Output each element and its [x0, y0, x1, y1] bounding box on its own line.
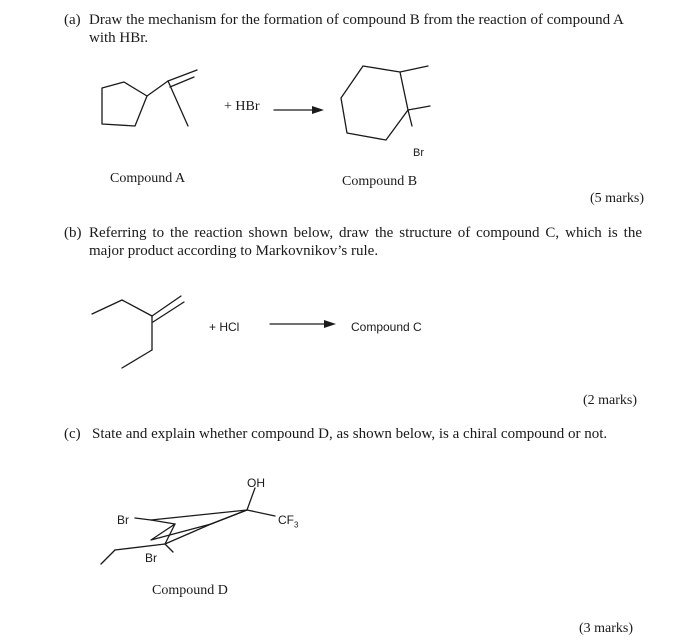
oh-label: OH: [247, 476, 265, 490]
arrow-b-head: [324, 320, 336, 328]
methyl-bond-top: [400, 66, 428, 72]
part-c-marks: (3 marks): [579, 621, 634, 636]
cyclopentane-ring: [102, 82, 147, 126]
part-b-reagent: + HCl: [209, 320, 240, 334]
compound-a-caption: Compound A: [110, 171, 186, 186]
part-b-question-line1: Referring to the reaction shown below, draw the structure of compound C, which is the: [89, 225, 642, 241]
part-a-marks: (5 marks): [590, 191, 645, 206]
chain-bond: [122, 300, 152, 316]
part-a-question-line2: with HBr.: [89, 30, 149, 46]
reaction-arrow-a: [272, 104, 332, 116]
vinyl-bond: [147, 81, 168, 96]
part-c-label: (c): [64, 426, 81, 442]
alkyl-bond: [168, 81, 188, 126]
part-b-label: (b): [64, 225, 82, 241]
part-c-question: State and explain whether compound D, as shown below, is a chiral compound or not.: [92, 426, 608, 442]
methyl-left-bond: [101, 550, 115, 564]
compound-a-structure: [90, 68, 200, 138]
arrow-a-head: [312, 106, 324, 114]
methyl-bond-right: [408, 106, 430, 110]
compound-b-br-label: Br: [413, 147, 424, 159]
compound-b-caption: Compound B: [342, 174, 418, 189]
cf3-bond: [247, 510, 275, 516]
part-b-question-line2: major product according to Markovnikov’s rule.: [89, 243, 379, 259]
cf3-label: [278, 513, 298, 529]
double-bond-outer: [168, 70, 197, 81]
br-left-label: Br: [117, 513, 129, 527]
part-a-question-line1: Draw the mechanism for the formation of compound B from the reaction of compound A: [89, 12, 624, 28]
part-a-reagent: + HBr: [224, 99, 260, 114]
part-a-label: (a): [64, 12, 81, 28]
br-bottom-bond: [165, 544, 173, 552]
compound-d-structure: [95, 480, 295, 580]
cf3-subscript: 3: [294, 520, 299, 530]
br-bottom-label: Br: [145, 551, 157, 565]
oh-bond: [247, 488, 255, 510]
chair-edge-1: [151, 520, 175, 524]
cyclohexane-ring: [341, 66, 408, 140]
compound-d-caption: Compound D: [152, 583, 228, 598]
reaction-arrow-b: [268, 318, 340, 330]
compound-b-structure: [330, 58, 440, 158]
chair-upper-edges: [151, 510, 247, 540]
methyl-bond: [92, 300, 122, 314]
ring-methyl-bond: [115, 544, 165, 550]
part-b-marks: (2 marks): [583, 393, 638, 408]
part-b-product: Compound C: [351, 320, 422, 334]
br-left-bond: [135, 518, 151, 520]
cf3-text: CF: [278, 513, 294, 527]
alkene-structure: [88, 290, 198, 380]
br-bond: [408, 110, 412, 126]
ethyl-terminal-bond: [122, 350, 152, 368]
